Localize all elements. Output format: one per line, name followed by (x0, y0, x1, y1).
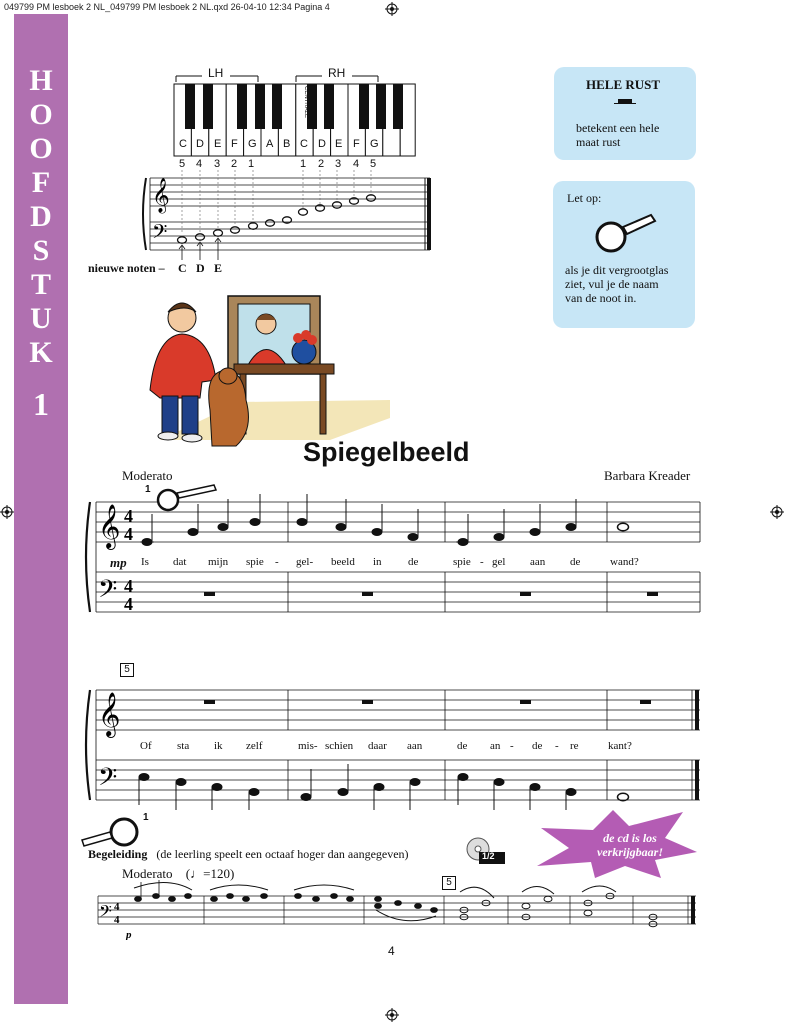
magnifier-number: 1 (143, 812, 149, 823)
cd-track-number: 1/2 (482, 851, 495, 861)
sidebar-letter: S (32, 234, 50, 267)
lh-label: LH (208, 66, 224, 80)
measure-number: 1 (145, 484, 151, 495)
lyric: kant? (608, 740, 632, 752)
composer: Barbara Kreader (604, 468, 691, 483)
lyric: de (570, 556, 581, 568)
finger-number: 4 (353, 158, 360, 170)
song-title: Spiegelbeeld (303, 437, 470, 467)
finger-number: 2 (231, 158, 238, 170)
lyric: wand? (610, 556, 639, 568)
hele-rust-text-2: maat rust (576, 135, 621, 149)
sidebar-letter: D (30, 200, 52, 233)
rh-label: RH (328, 66, 346, 80)
keyboard-diagram (172, 64, 417, 169)
accompaniment-measure-box: 5 (442, 876, 456, 890)
finger-number: 2 (318, 158, 325, 170)
accompaniment-heading (88, 847, 409, 862)
hele-rust-title: HELE RUST (586, 77, 661, 92)
lyric: de (457, 740, 468, 752)
centrale-label: CENTRALE (303, 86, 309, 119)
accompaniment-staff (88, 880, 700, 940)
metronome-mark: =120 (203, 866, 230, 881)
finger-number: 1 (300, 158, 307, 170)
svg-text:𝄢: 𝄢 (98, 763, 118, 798)
svg-text:4: 4 (114, 901, 120, 913)
svg-text:𝄢: 𝄢 (152, 220, 168, 248)
svg-text:4: 4 (124, 594, 133, 614)
cd-badge-text: de cd is los verkrijgbaar! (597, 831, 663, 859)
lyric: de (408, 556, 419, 568)
let-op-box (553, 181, 695, 328)
sidebar-letter: O (29, 98, 53, 131)
sidebar-letter: H (29, 64, 53, 97)
new-note: E (214, 261, 223, 275)
key-label: E (214, 138, 222, 150)
lyric: zelf (246, 740, 263, 752)
lyric: spie (453, 556, 471, 568)
key-label: C (300, 138, 308, 150)
let-op-line1: als je dit vergrootglas (565, 263, 669, 277)
lyric: an (490, 740, 501, 752)
lyric: Of (140, 740, 152, 752)
file-info-header: 049799 PM lesboek 2 NL_049799 PM lesboek 2 NL.qxd 26-04-10 12:34 Pagina 4 (4, 2, 330, 12)
finger-number: 1 (248, 158, 255, 170)
new-note: D (196, 261, 205, 275)
accompaniment-dynamic: p (126, 929, 132, 940)
lyric: in (373, 556, 382, 568)
accompaniment-tempo: Moderato (♩=120) (122, 866, 235, 881)
lyric: spie (246, 556, 264, 568)
svg-text:𝄢: 𝄢 (98, 575, 118, 610)
boy-mirror-illustration (140, 290, 395, 450)
lyric: ik (214, 740, 223, 752)
svg-text:4: 4 (124, 524, 133, 544)
quarter-note-icon: ♩ (190, 866, 204, 881)
page-number: 4 (388, 944, 395, 958)
lyric: Is (141, 556, 149, 568)
lyric: mijn (208, 556, 229, 568)
svg-text:𝄞: 𝄞 (152, 178, 170, 213)
new-notes-label: nieuwe noten – C D E (88, 261, 223, 275)
lyric: - (510, 740, 514, 752)
registration-mark-icon (385, 1008, 399, 1022)
svg-text:4: 4 (124, 506, 133, 526)
key-label: A (266, 138, 274, 150)
let-op-title: Let op: (567, 191, 602, 205)
sidebar-letter: K (29, 336, 53, 369)
finger-number: 4 (196, 158, 203, 170)
accompaniment-note: (de leerling speelt een octaaf hoger dan aangegeven) (156, 847, 409, 861)
let-op-line3: van de noot in. (565, 291, 637, 305)
note-range-staff (140, 170, 435, 260)
let-op-line2: ziet, vul je de naam (565, 277, 659, 291)
key-label: D (196, 138, 204, 150)
rest-line (614, 103, 636, 104)
lyric: mis- (298, 740, 318, 752)
lyric: beeld (331, 556, 355, 568)
svg-text:𝄞: 𝄞 (98, 692, 121, 736)
accompaniment-label: Begeleiding (88, 847, 148, 861)
sidebar-letter: U (30, 302, 52, 335)
sidebar-letter: O (29, 132, 53, 165)
lyric: daar (368, 740, 387, 752)
svg-text:4: 4 (114, 914, 120, 926)
svg-text:4: 4 (124, 576, 133, 596)
key-label: F (353, 138, 360, 150)
lyric: - (555, 740, 559, 752)
lyric: dat (173, 556, 187, 568)
hele-rust-text-1: betekent een hele (576, 121, 660, 135)
sidebar-letter: T (30, 268, 51, 301)
key-label: E (335, 138, 343, 150)
finger-number: 5 (370, 158, 377, 170)
registration-mark-icon (770, 505, 784, 519)
dynamic-mp: mp (110, 555, 127, 570)
registration-mark-icon (0, 505, 14, 519)
key-label: B (283, 138, 291, 150)
key-label: G (370, 138, 379, 150)
lyric: schien (325, 740, 354, 752)
finger-number: 3 (335, 158, 342, 170)
new-note: C (178, 261, 187, 275)
score-system-1 (80, 484, 705, 624)
piano-keys (172, 64, 417, 169)
chapter-sidebar (14, 14, 68, 1004)
key-label: F (231, 138, 238, 150)
key-label: C (179, 138, 187, 150)
lyric: sta (177, 740, 190, 752)
key-label: G (248, 138, 257, 150)
lyric: aan (407, 740, 423, 752)
sidebar-letter: F (31, 166, 51, 199)
finger-number: 3 (214, 158, 221, 170)
measure-number-box: 5 (120, 663, 134, 677)
chapter-number: 1 (33, 386, 49, 422)
svg-text:𝄢: 𝄢 (99, 901, 112, 925)
key-label: D (318, 138, 326, 150)
hele-rust-box (554, 67, 696, 160)
lyric: gel- (296, 556, 314, 568)
registration-mark-icon (385, 2, 399, 16)
magnifier-icon (80, 810, 150, 850)
lyric: - (275, 556, 279, 568)
tempo-marking: Moderato (122, 468, 173, 483)
magnifier-icon (589, 207, 659, 257)
lyric: aan (530, 556, 546, 568)
finger-number: 5 (179, 158, 186, 170)
lyric: de (532, 740, 543, 752)
lyric: - (480, 556, 484, 568)
lyric: re (570, 740, 579, 752)
svg-text:𝄞: 𝄞 (98, 504, 121, 548)
lyric: gel (492, 556, 506, 568)
